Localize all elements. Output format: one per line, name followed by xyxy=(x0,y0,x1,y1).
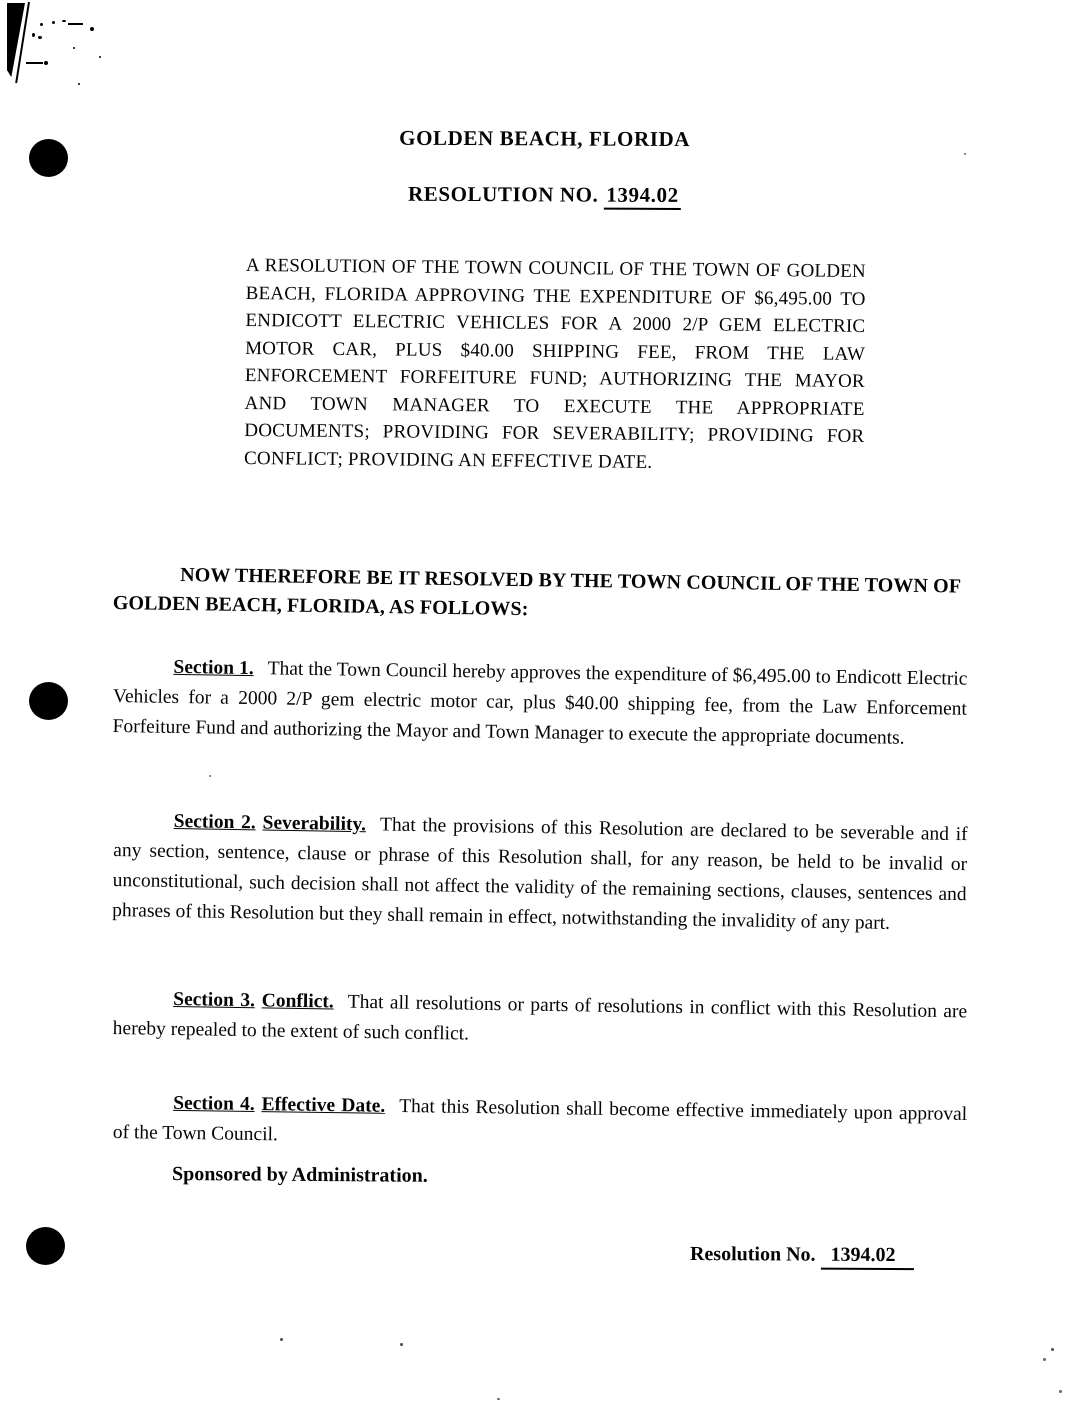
section-3-heading xyxy=(173,989,334,1013)
section-1-heading xyxy=(173,657,254,679)
section-2-label: Section 2. xyxy=(173,811,256,834)
scan-speck xyxy=(400,1343,403,1346)
section-paragraph-4 xyxy=(113,1088,968,1160)
section-paragraph-1 xyxy=(112,652,967,755)
section-2-body: That the provisions of this Resolution are declared to be severable and if any section, sentence, clause or phrase of this Resolution shall, for any reason, be held to be invalid or unconstitutional, such decision shall not affect the validity of the remaining sections, clauses, sentences and phrases of this Resolution but they shall remain in effect, notwithstanding the invalidity of any part. xyxy=(112,814,968,934)
section-3-body: That all resolutions or parts of resolutions in conflict with this Resolution are hereby repealed to the extent of such conflict. xyxy=(112,991,968,1045)
preamble-clause: A RESOLUTION OF THE TOWN COUNCIL OF THE TOWN OF GOLDEN BEACH, FLORIDA APPROVING THE EXPENDITURE OF $6,495.00 TO ENDICOTT ELECTRIC VEHICLES FOR A 2000 2/P GEM ELECTRIC MOTOR CAR, PLUS $40.00 SHIPPING FEE, FROM THE LAW ENFORCEMENT FORFEITURE FUND; AUTHORIZING THE MAYOR AND TOWN MANAGER TO EXECUTE THE APPROPRIATE DOCUMENTS; PROVIDING FOR SEVERABILITY; PROVIDING FOR CONFLICT; PROVIDING AN EFFECTIVE DATE. xyxy=(243,255,866,473)
scan-speck xyxy=(497,1398,500,1400)
page-title: GOLDEN BEACH, FLORIDA xyxy=(399,125,691,152)
section-1-label: Section 1. xyxy=(173,656,254,680)
resolution-number-heading xyxy=(0,180,1089,210)
section-4-label: Section 4. xyxy=(173,1092,255,1115)
scan-speck xyxy=(280,1338,283,1341)
section-4-title: Effective Date. xyxy=(261,1094,386,1117)
scan-speck xyxy=(44,61,48,65)
section-2-heading xyxy=(174,811,367,835)
document-header xyxy=(0,124,1089,210)
scan-speck xyxy=(62,20,66,22)
punch-hole-mark xyxy=(26,1227,65,1265)
resolution-number-value: 1394.02 xyxy=(604,183,681,210)
scan-speck xyxy=(99,56,101,58)
section-3-title: Conflict. xyxy=(261,990,334,1013)
scan-speck xyxy=(209,775,211,777)
section-paragraph-3 xyxy=(113,984,968,1057)
footer-resolution-number xyxy=(690,1243,914,1267)
section-3-label: Section 3. xyxy=(173,988,256,1012)
footer-resolution-label: Resolution No. xyxy=(689,1243,816,1266)
resolved-clause: NOW THEREFORE BE IT RESOLVED BY THE TOWN COUNCIL OF THE TOWN OF GOLDEN BEACH, FLORIDA, AS FOLLOWS: xyxy=(112,563,961,621)
scan-speck xyxy=(40,23,43,26)
scan-speck xyxy=(73,47,75,49)
footer-resolution-value: 1394.02 xyxy=(821,1244,914,1270)
scan-speck xyxy=(78,83,80,85)
scan-speck xyxy=(90,27,94,31)
scan-speck xyxy=(1059,1390,1062,1393)
section-paragraph-2 xyxy=(112,806,968,940)
section-2-title: Severability. xyxy=(262,812,367,836)
section-1-body: That the Town Council hereby approves the expenditure of $6,495.00 to Endicott Electric Vehicles for a 2000 2/P gem electric motor car, plus $40.00 shipping fee, from the Law Enforcement Forfeiture Fund and authorizing the Mayor and Town Manager to execute the appropriate documents. xyxy=(112,658,968,749)
scan-speck xyxy=(1043,1358,1046,1361)
scan-speck xyxy=(1051,1348,1054,1351)
resolution-number-prefix: RESOLUTION NO. xyxy=(407,181,599,207)
scan-speck xyxy=(68,23,83,25)
section-4-body: That this Resolution shall become effective immediately upon approval of the Town Council. xyxy=(112,1095,968,1146)
scan-speck xyxy=(38,36,42,39)
scan-speck xyxy=(26,62,43,64)
scan-speck xyxy=(52,21,55,24)
sponsored-by-line: Sponsored by Administration. xyxy=(171,1163,428,1187)
scan-speck xyxy=(32,33,35,37)
section-4-heading xyxy=(173,1093,385,1117)
punch-hole-mark xyxy=(29,682,68,720)
